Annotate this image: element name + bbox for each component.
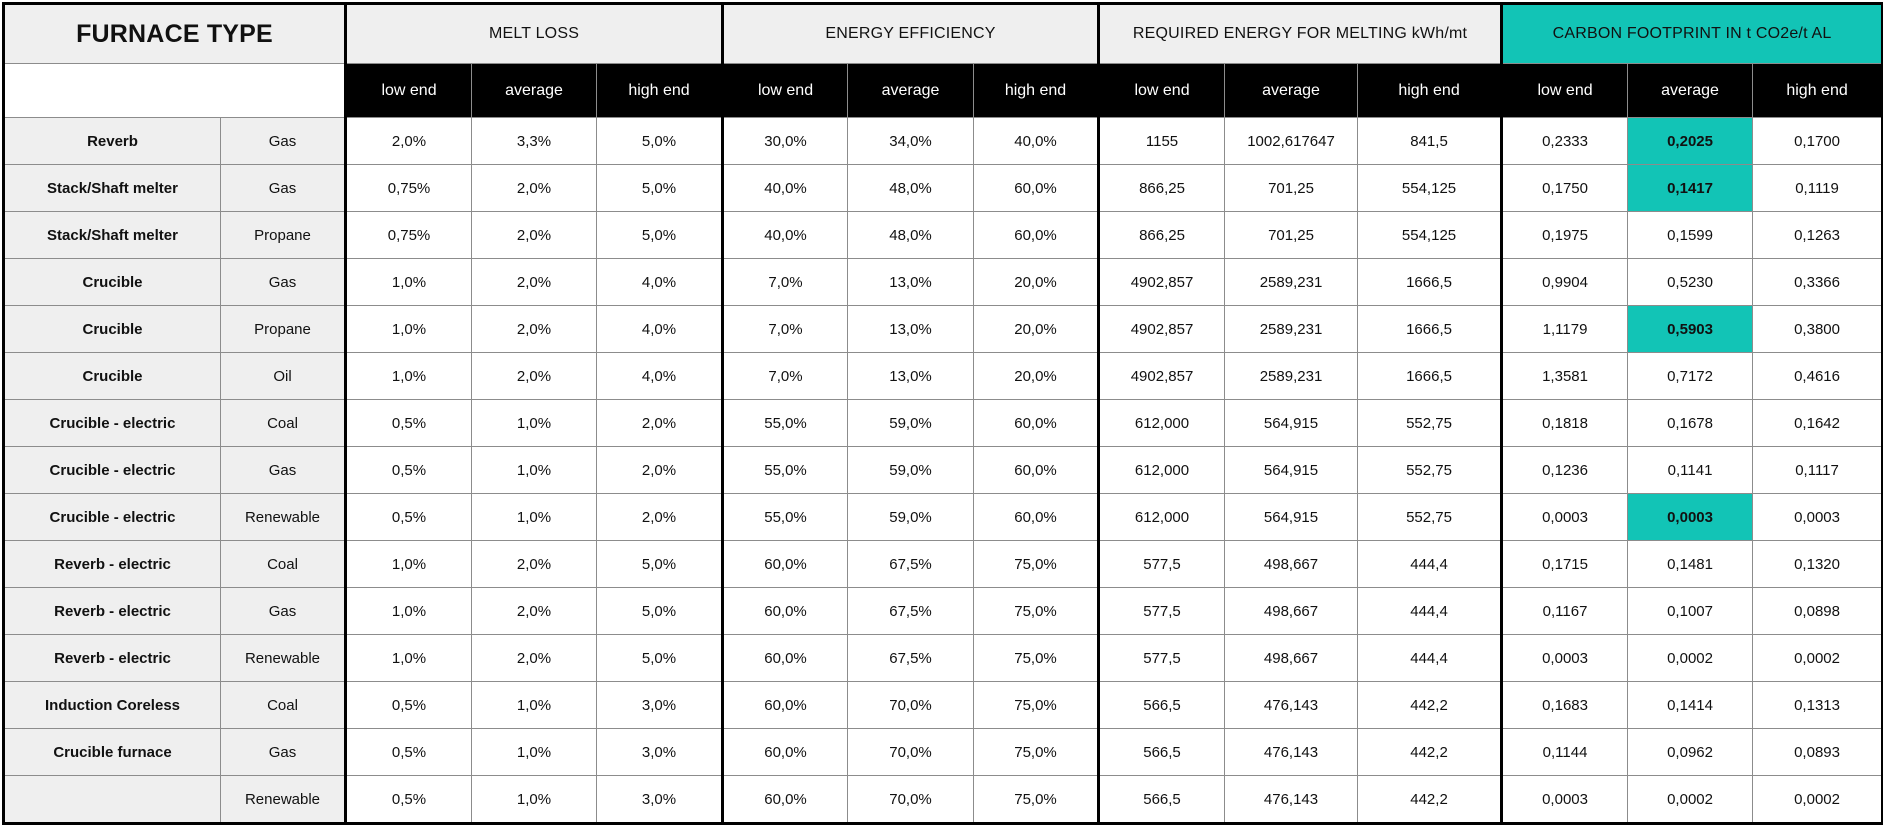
value-cell: 60,0% bbox=[723, 776, 848, 824]
value-cell: 442,2 bbox=[1358, 776, 1502, 824]
value-cell: 0,5% bbox=[346, 682, 472, 729]
table-row bbox=[4, 541, 1883, 588]
table-row bbox=[4, 353, 1883, 400]
value-cell: 1666,5 bbox=[1358, 306, 1502, 353]
value-cell: 0,0003 bbox=[1628, 494, 1753, 541]
value-cell: 612,000 bbox=[1099, 494, 1225, 541]
value-cell: 0,2333 bbox=[1502, 118, 1628, 165]
value-cell: 564,915 bbox=[1225, 494, 1358, 541]
furnace-name-cell bbox=[4, 776, 221, 824]
value-cell: 564,915 bbox=[1225, 447, 1358, 494]
value-cell: 498,667 bbox=[1225, 635, 1358, 682]
subheader-average: average bbox=[1628, 64, 1753, 118]
value-cell: 0,1007 bbox=[1628, 588, 1753, 635]
value-cell: 0,5% bbox=[346, 776, 472, 824]
fuel-type-cell: Coal bbox=[221, 541, 346, 588]
value-cell: 1,0% bbox=[346, 588, 472, 635]
value-cell: 554,125 bbox=[1358, 165, 1502, 212]
value-cell: 3,0% bbox=[597, 729, 723, 776]
value-cell: 5,0% bbox=[597, 541, 723, 588]
value-cell: 0,0002 bbox=[1628, 776, 1753, 824]
fuel-type-cell: Coal bbox=[221, 682, 346, 729]
value-cell: 2,0% bbox=[472, 588, 597, 635]
subheader-low-end: low end bbox=[723, 64, 848, 118]
value-cell: 0,0898 bbox=[1753, 588, 1883, 635]
value-cell: 0,75% bbox=[346, 212, 472, 259]
value-cell: 444,4 bbox=[1358, 635, 1502, 682]
value-cell: 1,0% bbox=[346, 306, 472, 353]
value-cell: 2589,231 bbox=[1225, 259, 1358, 306]
subheader-high-end: high end bbox=[974, 64, 1099, 118]
value-cell: 0,0002 bbox=[1753, 776, 1883, 824]
value-cell: 60,0% bbox=[723, 729, 848, 776]
value-cell: 0,1263 bbox=[1753, 212, 1883, 259]
value-cell: 2,0% bbox=[597, 494, 723, 541]
value-cell: 0,1818 bbox=[1502, 400, 1628, 447]
value-cell: 4,0% bbox=[597, 353, 723, 400]
value-cell: 70,0% bbox=[848, 776, 974, 824]
value-cell: 1,0% bbox=[472, 447, 597, 494]
value-cell: 0,1715 bbox=[1502, 541, 1628, 588]
value-cell: 0,1700 bbox=[1753, 118, 1883, 165]
value-cell: 2,0% bbox=[597, 447, 723, 494]
value-cell: 0,1750 bbox=[1502, 165, 1628, 212]
value-cell: 0,3366 bbox=[1753, 259, 1883, 306]
value-cell: 60,0% bbox=[974, 212, 1099, 259]
furnace-name-cell: Crucible furnace bbox=[4, 729, 221, 776]
fuel-type-cell: Renewable bbox=[221, 635, 346, 682]
fuel-type-cell: Propane bbox=[221, 212, 346, 259]
value-cell: 841,5 bbox=[1358, 118, 1502, 165]
value-cell: 60,0% bbox=[974, 165, 1099, 212]
value-cell: 566,5 bbox=[1099, 729, 1225, 776]
value-cell: 34,0% bbox=[848, 118, 974, 165]
value-cell: 0,5230 bbox=[1628, 259, 1753, 306]
value-cell: 0,0003 bbox=[1502, 635, 1628, 682]
value-cell: 476,143 bbox=[1225, 682, 1358, 729]
subheader-average: average bbox=[1225, 64, 1358, 118]
value-cell: 4902,857 bbox=[1099, 353, 1225, 400]
value-cell: 2,0% bbox=[472, 212, 597, 259]
value-cell: 0,1417 bbox=[1628, 165, 1753, 212]
table-row bbox=[4, 306, 1883, 353]
subheader-low-end: low end bbox=[1099, 64, 1225, 118]
value-cell: 1,0% bbox=[472, 776, 597, 824]
value-cell: 2,0% bbox=[472, 306, 597, 353]
table-row bbox=[4, 259, 1883, 306]
group-header-required-energy: REQUIRED ENERGY FOR MELTING kWh/mt bbox=[1099, 4, 1502, 64]
table-row bbox=[4, 635, 1883, 682]
value-cell: 866,25 bbox=[1099, 165, 1225, 212]
table-body bbox=[4, 118, 1883, 824]
value-cell: 20,0% bbox=[974, 353, 1099, 400]
value-cell: 0,5% bbox=[346, 400, 472, 447]
value-cell: 1,0% bbox=[346, 353, 472, 400]
value-cell: 3,3% bbox=[472, 118, 597, 165]
table-row bbox=[4, 682, 1883, 729]
value-cell: 0,1167 bbox=[1502, 588, 1628, 635]
value-cell: 30,0% bbox=[723, 118, 848, 165]
value-cell: 55,0% bbox=[723, 494, 848, 541]
value-cell: 7,0% bbox=[723, 353, 848, 400]
value-cell: 566,5 bbox=[1099, 682, 1225, 729]
value-cell: 0,2025 bbox=[1628, 118, 1753, 165]
value-cell: 866,25 bbox=[1099, 212, 1225, 259]
value-cell: 0,9904 bbox=[1502, 259, 1628, 306]
value-cell: 40,0% bbox=[723, 212, 848, 259]
value-cell: 75,0% bbox=[974, 729, 1099, 776]
value-cell: 0,1678 bbox=[1628, 400, 1753, 447]
table-row bbox=[4, 447, 1883, 494]
blank-header-cell bbox=[4, 64, 346, 118]
value-cell: 612,000 bbox=[1099, 447, 1225, 494]
value-cell: 60,0% bbox=[974, 447, 1099, 494]
value-cell: 20,0% bbox=[974, 306, 1099, 353]
furnace-name-cell: Reverb - electric bbox=[4, 541, 221, 588]
value-cell: 0,75% bbox=[346, 165, 472, 212]
value-cell: 60,0% bbox=[723, 588, 848, 635]
value-cell: 0,1236 bbox=[1502, 447, 1628, 494]
furnace-name-cell: Crucible bbox=[4, 353, 221, 400]
furnace-name-cell: Stack/Shaft melter bbox=[4, 165, 221, 212]
value-cell: 0,1683 bbox=[1502, 682, 1628, 729]
value-cell: 60,0% bbox=[974, 400, 1099, 447]
value-cell: 13,0% bbox=[848, 353, 974, 400]
value-cell: 13,0% bbox=[848, 306, 974, 353]
value-cell: 5,0% bbox=[597, 635, 723, 682]
value-cell: 4902,857 bbox=[1099, 259, 1225, 306]
value-cell: 0,0003 bbox=[1502, 494, 1628, 541]
value-cell: 701,25 bbox=[1225, 165, 1358, 212]
value-cell: 3,0% bbox=[597, 776, 723, 824]
value-cell: 0,1320 bbox=[1753, 541, 1883, 588]
value-cell: 3,0% bbox=[597, 682, 723, 729]
subheader-low-end: low end bbox=[1502, 64, 1628, 118]
fuel-type-cell: Coal bbox=[221, 400, 346, 447]
fuel-type-cell: Gas bbox=[221, 729, 346, 776]
value-cell: 40,0% bbox=[974, 118, 1099, 165]
fuel-type-cell: Oil bbox=[221, 353, 346, 400]
subheader-average: average bbox=[472, 64, 597, 118]
furnace-name-cell: Crucible - electric bbox=[4, 447, 221, 494]
value-cell: 444,4 bbox=[1358, 588, 1502, 635]
furnace-name-cell: Crucible - electric bbox=[4, 400, 221, 447]
value-cell: 0,0003 bbox=[1502, 776, 1628, 824]
value-cell: 552,75 bbox=[1358, 494, 1502, 541]
furnace-name-cell: Induction Coreless bbox=[4, 682, 221, 729]
value-cell: 476,143 bbox=[1225, 776, 1358, 824]
subheader-high-end: high end bbox=[597, 64, 723, 118]
value-cell: 0,1119 bbox=[1753, 165, 1883, 212]
value-cell: 7,0% bbox=[723, 306, 848, 353]
value-cell: 0,5% bbox=[346, 447, 472, 494]
value-cell: 60,0% bbox=[974, 494, 1099, 541]
subheader-high-end: high end bbox=[1358, 64, 1502, 118]
furnace-name-cell: Crucible - electric bbox=[4, 494, 221, 541]
value-cell: 1,3581 bbox=[1502, 353, 1628, 400]
value-cell: 1002,617647 bbox=[1225, 118, 1358, 165]
value-cell: 1666,5 bbox=[1358, 259, 1502, 306]
group-header-row bbox=[4, 4, 1883, 64]
value-cell: 5,0% bbox=[597, 165, 723, 212]
value-cell: 0,5903 bbox=[1628, 306, 1753, 353]
subheader-high-end: high end bbox=[1753, 64, 1883, 118]
value-cell: 444,4 bbox=[1358, 541, 1502, 588]
value-cell: 0,0003 bbox=[1753, 494, 1883, 541]
value-cell: 566,5 bbox=[1099, 776, 1225, 824]
furnace-name-cell: Reverb bbox=[4, 118, 221, 165]
value-cell: 55,0% bbox=[723, 400, 848, 447]
value-cell: 1,1179 bbox=[1502, 306, 1628, 353]
value-cell: 67,5% bbox=[848, 541, 974, 588]
value-cell: 554,125 bbox=[1358, 212, 1502, 259]
value-cell: 442,2 bbox=[1358, 729, 1502, 776]
fuel-type-cell: Gas bbox=[221, 447, 346, 494]
value-cell: 1,0% bbox=[346, 635, 472, 682]
value-cell: 2,0% bbox=[472, 635, 597, 682]
value-cell: 1666,5 bbox=[1358, 353, 1502, 400]
value-cell: 442,2 bbox=[1358, 682, 1502, 729]
value-cell: 4902,857 bbox=[1099, 306, 1225, 353]
subheader-row bbox=[4, 64, 1883, 118]
table-row bbox=[4, 118, 1883, 165]
value-cell: 612,000 bbox=[1099, 400, 1225, 447]
value-cell: 1,0% bbox=[472, 682, 597, 729]
furnace-name-cell: Crucible bbox=[4, 259, 221, 306]
value-cell: 0,0002 bbox=[1628, 635, 1753, 682]
value-cell: 70,0% bbox=[848, 682, 974, 729]
value-cell: 2,0% bbox=[472, 541, 597, 588]
value-cell: 701,25 bbox=[1225, 212, 1358, 259]
value-cell: 1155 bbox=[1099, 118, 1225, 165]
value-cell: 1,0% bbox=[472, 400, 597, 447]
fuel-type-cell: Gas bbox=[221, 165, 346, 212]
value-cell: 20,0% bbox=[974, 259, 1099, 306]
value-cell: 0,4616 bbox=[1753, 353, 1883, 400]
value-cell: 0,1975 bbox=[1502, 212, 1628, 259]
furnace-name-cell: Crucible bbox=[4, 306, 221, 353]
value-cell: 1,0% bbox=[472, 729, 597, 776]
furnace-name-cell: Stack/Shaft melter bbox=[4, 212, 221, 259]
subheader-low-end: low end bbox=[346, 64, 472, 118]
value-cell: 0,1313 bbox=[1753, 682, 1883, 729]
value-cell: 60,0% bbox=[723, 682, 848, 729]
value-cell: 0,1481 bbox=[1628, 541, 1753, 588]
value-cell: 498,667 bbox=[1225, 541, 1358, 588]
fuel-type-cell: Gas bbox=[221, 118, 346, 165]
value-cell: 0,1642 bbox=[1753, 400, 1883, 447]
furnace-name-cell: Reverb - electric bbox=[4, 588, 221, 635]
value-cell: 67,5% bbox=[848, 635, 974, 682]
value-cell: 0,1414 bbox=[1628, 682, 1753, 729]
value-cell: 476,143 bbox=[1225, 729, 1358, 776]
value-cell: 60,0% bbox=[723, 635, 848, 682]
furnace-name-cell: Reverb - electric bbox=[4, 635, 221, 682]
value-cell: 2,0% bbox=[597, 400, 723, 447]
subheader-average: average bbox=[848, 64, 974, 118]
value-cell: 2,0% bbox=[472, 165, 597, 212]
table-row bbox=[4, 400, 1883, 447]
fuel-type-cell: Gas bbox=[221, 259, 346, 306]
table-row bbox=[4, 729, 1883, 776]
group-header-melt-loss: MELT LOSS bbox=[346, 4, 723, 64]
value-cell: 59,0% bbox=[848, 400, 974, 447]
value-cell: 2589,231 bbox=[1225, 306, 1358, 353]
table-row bbox=[4, 212, 1883, 259]
value-cell: 0,1599 bbox=[1628, 212, 1753, 259]
value-cell: 5,0% bbox=[597, 212, 723, 259]
group-header-carbon-footprint: CARBON FOOTPRINT IN t CO2e/t AL bbox=[1502, 4, 1883, 64]
value-cell: 48,0% bbox=[848, 212, 974, 259]
value-cell: 0,0002 bbox=[1753, 635, 1883, 682]
value-cell: 0,7172 bbox=[1628, 353, 1753, 400]
fuel-type-cell: Renewable bbox=[221, 776, 346, 824]
value-cell: 4,0% bbox=[597, 306, 723, 353]
value-cell: 4,0% bbox=[597, 259, 723, 306]
value-cell: 0,1144 bbox=[1502, 729, 1628, 776]
value-cell: 59,0% bbox=[848, 494, 974, 541]
table-row bbox=[4, 588, 1883, 635]
value-cell: 0,1117 bbox=[1753, 447, 1883, 494]
value-cell: 5,0% bbox=[597, 588, 723, 635]
value-cell: 60,0% bbox=[723, 541, 848, 588]
value-cell: 577,5 bbox=[1099, 541, 1225, 588]
value-cell: 67,5% bbox=[848, 588, 974, 635]
value-cell: 59,0% bbox=[848, 447, 974, 494]
value-cell: 75,0% bbox=[974, 588, 1099, 635]
fuel-type-cell: Propane bbox=[221, 306, 346, 353]
value-cell: 75,0% bbox=[974, 541, 1099, 588]
value-cell: 75,0% bbox=[974, 776, 1099, 824]
value-cell: 0,0893 bbox=[1753, 729, 1883, 776]
value-cell: 577,5 bbox=[1099, 588, 1225, 635]
value-cell: 1,0% bbox=[346, 541, 472, 588]
value-cell: 0,5% bbox=[346, 494, 472, 541]
value-cell: 48,0% bbox=[848, 165, 974, 212]
value-cell: 13,0% bbox=[848, 259, 974, 306]
value-cell: 564,915 bbox=[1225, 400, 1358, 447]
value-cell: 2,0% bbox=[346, 118, 472, 165]
value-cell: 2,0% bbox=[472, 259, 597, 306]
value-cell: 0,3800 bbox=[1753, 306, 1883, 353]
value-cell: 577,5 bbox=[1099, 635, 1225, 682]
value-cell: 1,0% bbox=[346, 259, 472, 306]
furnace-type-title: FURNACE TYPE bbox=[4, 4, 346, 64]
value-cell: 498,667 bbox=[1225, 588, 1358, 635]
table-row bbox=[4, 494, 1883, 541]
value-cell: 2589,231 bbox=[1225, 353, 1358, 400]
table-row bbox=[4, 165, 1883, 212]
value-cell: 552,75 bbox=[1358, 400, 1502, 447]
value-cell: 552,75 bbox=[1358, 447, 1502, 494]
value-cell: 55,0% bbox=[723, 447, 848, 494]
value-cell: 0,0962 bbox=[1628, 729, 1753, 776]
value-cell: 70,0% bbox=[848, 729, 974, 776]
value-cell: 75,0% bbox=[974, 682, 1099, 729]
group-header-energy-efficiency: ENERGY EFFICIENCY bbox=[723, 4, 1099, 64]
value-cell: 7,0% bbox=[723, 259, 848, 306]
value-cell: 0,5% bbox=[346, 729, 472, 776]
table-row bbox=[4, 776, 1883, 824]
furnace-comparison-table bbox=[2, 2, 1883, 825]
value-cell: 1,0% bbox=[472, 494, 597, 541]
value-cell: 2,0% bbox=[472, 353, 597, 400]
value-cell: 0,1141 bbox=[1628, 447, 1753, 494]
fuel-type-cell: Renewable bbox=[221, 494, 346, 541]
value-cell: 40,0% bbox=[723, 165, 848, 212]
value-cell: 75,0% bbox=[974, 635, 1099, 682]
value-cell: 5,0% bbox=[597, 118, 723, 165]
fuel-type-cell: Gas bbox=[221, 588, 346, 635]
